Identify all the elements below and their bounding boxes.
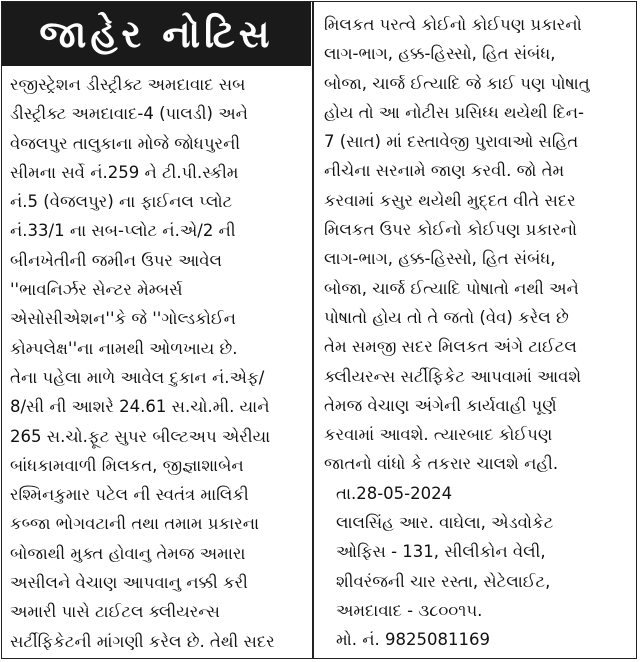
- body-line: નીચેના સરનામે જાણ કરવી. જો તેમ: [324, 161, 565, 181]
- body-line: 8/સી ની આશરે 24.61 સ.ચો.મી. યાને: [10, 397, 270, 417]
- body-line: નં.33/1 ના સબ-પ્લોટ નં.એ/2 ની: [10, 221, 236, 241]
- body-line: બાંધકામવાળી મિલકત, જીજ્ઞાશાબેન: [10, 455, 244, 475]
- notice-title: જાહેર નોટિસ: [39, 11, 274, 56]
- body-line: સર્ટીફિકેટની માંગણી કરેલ છે. તેથી સદર: [10, 631, 275, 651]
- body-line: અમારી પાસે ટાઈટલ ક્લીયરન્સ: [10, 602, 220, 622]
- notice-date: તા.28-05-2024: [336, 483, 453, 503]
- body-line: કરવામાં આવશે. ત્યારબાદ કોઈપણ: [324, 425, 553, 445]
- advocate-name: લાલસિંહ આર. વાઘેલા, એડવોકેટ: [336, 513, 554, 533]
- body-line: મિલકત પરત્વે કોઈનો કોઈપણ પ્રકારનો: [324, 15, 582, 34]
- body-line: તેના પહેલા માળે આવેલ દુકાન નં.એફ/: [10, 367, 265, 387]
- body-line: પોષાતો હોય તો તે જતો (વેવ) કરેલ છે: [324, 307, 569, 327]
- body-line: બોજા, ચાર્જ ઈત્યાદિ જે કાઈ પણ પોષાતુ: [324, 73, 590, 93]
- body-line: રજીસ્ટ્રેશન ડીસ્ટ્રીક્ટ અમદાવાદ સબ: [10, 75, 246, 94]
- body-line: અસીલને વેચાણ આપવાનુ નક્કી કરી: [10, 573, 248, 593]
- body-line: બોજાથી મુક્ત હોવાનુ તેમજ અમારા: [10, 543, 246, 563]
- body-line: જાતનો વાંધો કે તકરાર ચાલશે નહી.: [324, 454, 559, 474]
- body-line: કરવામાં કસુર થયેથી મુદ્દત વીતે સદર: [324, 190, 576, 210]
- body-line: ''ભાવનિર્ઝર સેન્ટર મેમ્બર્સ: [10, 280, 183, 300]
- body-line: બીનખેતીની જમીન ઉપર આવેલ: [10, 250, 222, 270]
- body-line: તેમજ વેચાણ અંગેની કાર્યવાહી પૂર્ણ: [324, 395, 557, 415]
- body-line: કોમ્પલેક્ષ''ના નામથી ઓળખાય છે.: [10, 338, 238, 358]
- body-line: કબ્જા ભોગવટાની તથા તમામ પ્રકારના: [10, 514, 260, 534]
- body-line: સીમના સર્વે નં.259 ને ટી.પી.સ્કીમ: [10, 162, 239, 182]
- body-line: લાગ-ભાગ, હક્ક-હિસ્સો, હિત સંબંધ,: [324, 44, 556, 64]
- body-line: નં.5 (વેજલપુર) ના ફાઈનલ પ્લોટ: [10, 192, 233, 212]
- column-divider: [312, 2, 314, 658]
- body-line: 265 સ.ચો.ફૂટ સુપર બીલ્ટઅપ એરીયા: [10, 426, 271, 446]
- address-line: શીવરંજની ચાર રસ્તા, સેટેલાઈટ,: [336, 571, 551, 591]
- body-line: 7 (સાત) માં દસ્તાવેજી પુરાવાઓ સહિત: [324, 132, 579, 152]
- body-line: રશ્મિનકુમાર પટેલ ની સ્વતંત્ર માલિકી: [10, 485, 249, 505]
- notice-header: [2, 2, 311, 66]
- address-line: અમદાવાદ - ૩૮૦૦૧૫.: [336, 600, 483, 620]
- body-line: મિલકત ઉપર કોઈનો કોઈપણ પ્રકારનો: [324, 220, 578, 240]
- body-line: વેજલપુર તાલુકાના મોજે જોધપુરની: [10, 133, 241, 153]
- right-column: [324, 10, 634, 655]
- body-line: એસોસીએશન''કે જે ''ગોલ્ડકોઈન: [10, 309, 236, 329]
- body-line: તેમ સમજી સદર મિલકત અંગે ટાઈટલ: [324, 337, 577, 357]
- body-line: હોય તો આ નોટીસ પ્રસિધ્ધ થયેથી દિન-: [324, 102, 584, 122]
- notice-frame: [1, 1, 637, 659]
- mobile-number: મો. નં. 9825081169: [336, 630, 491, 650]
- body-line: લાગ-ભાગ, હક્ક-હિસ્સો, હિત સંબંધ,: [324, 249, 556, 269]
- address-line: ઓફિસ - 131, સીલીકોન વેલી,: [336, 542, 546, 562]
- body-line: ડીસ્ટ્રીક્ટ અમદાવાદ-4 (પાલડી) અને: [10, 104, 248, 124]
- left-column: [10, 70, 306, 656]
- body-line: ક્લીયરન્સ સર્ટીફિકેટ આપવામાં આવશે: [324, 366, 582, 386]
- body-line: બોજા, ચાર્જ ઈત્યાદિ પોષાતો નથી અને: [324, 278, 579, 298]
